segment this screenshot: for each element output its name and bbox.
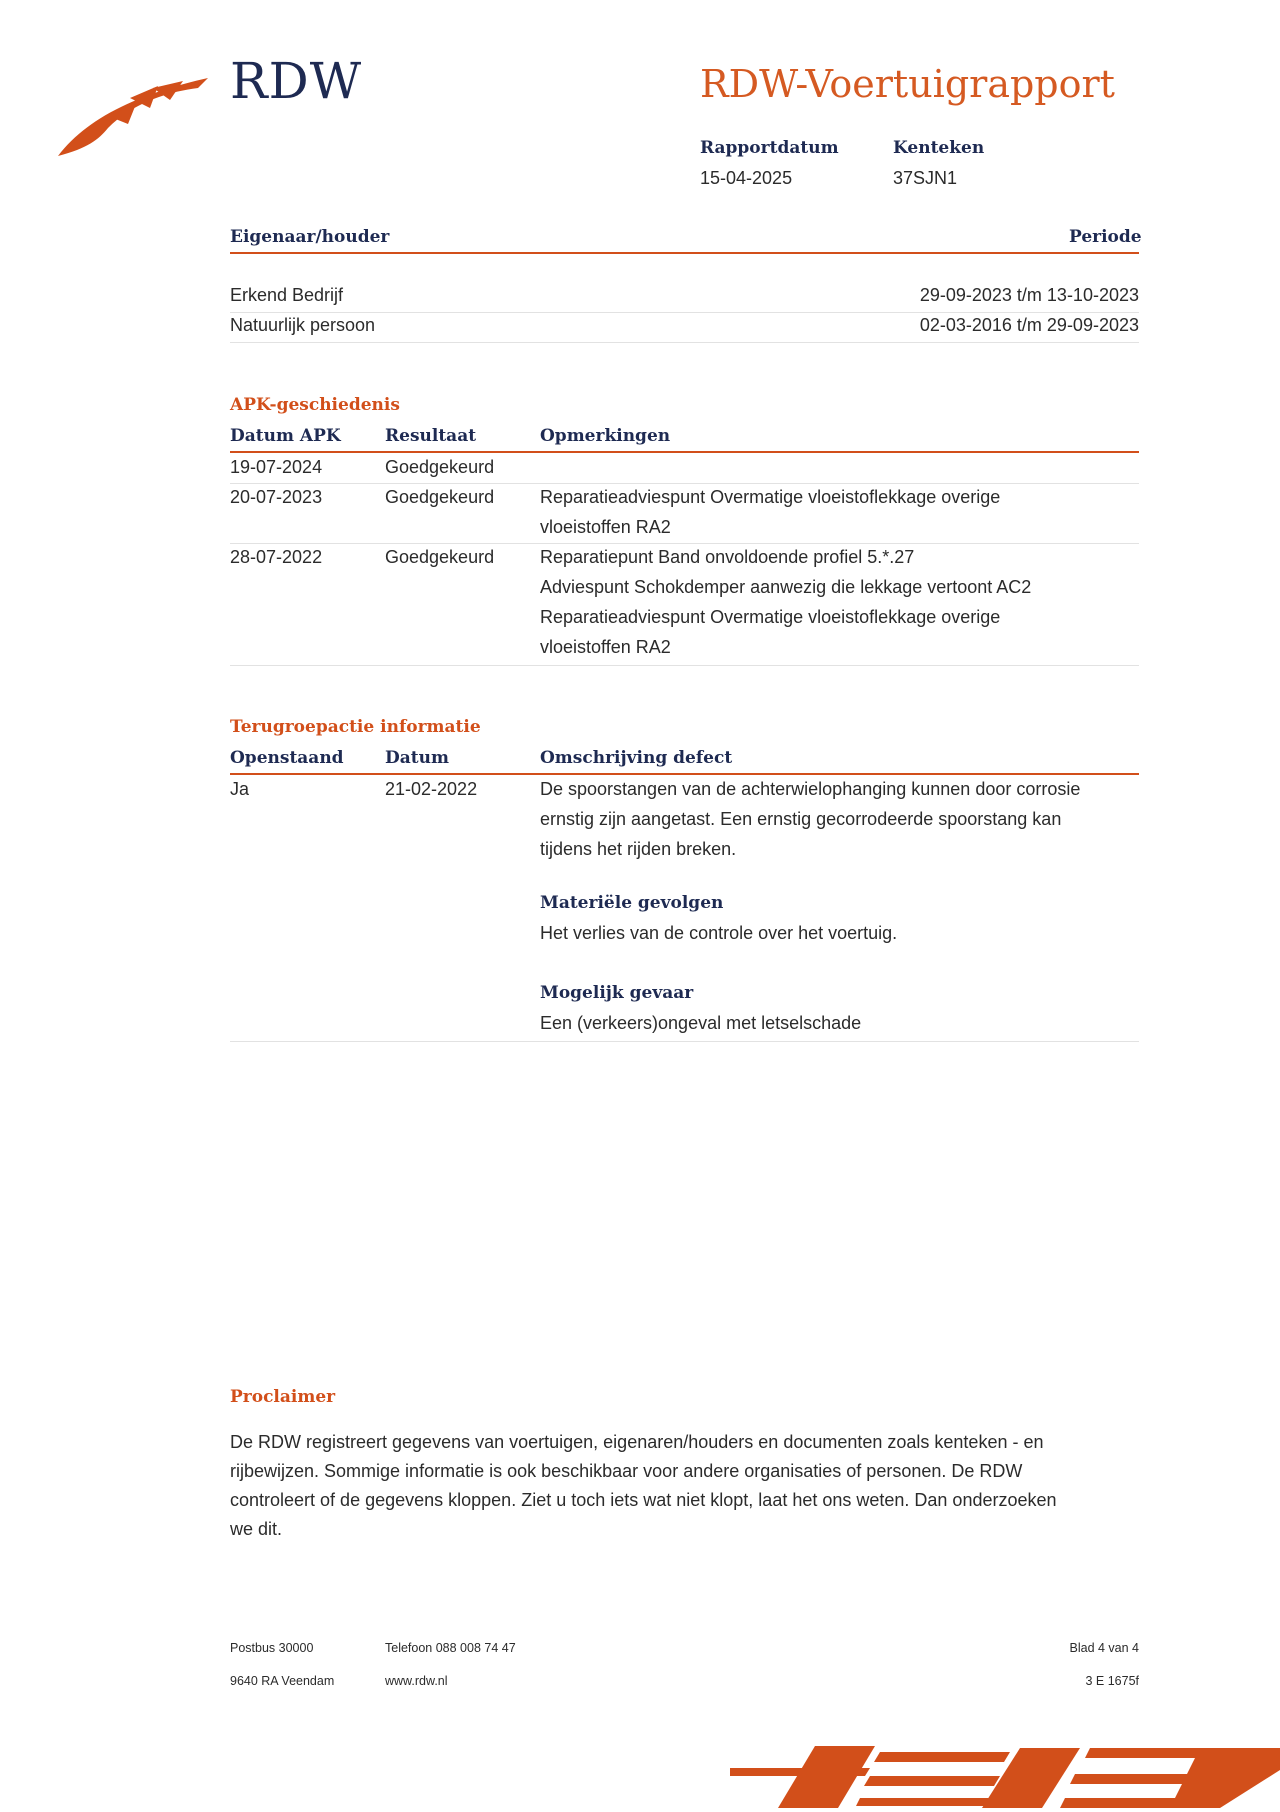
apk-remarks-header: Opmerkingen — [540, 426, 671, 446]
material-consequences-title: Materiële gevolgen — [540, 893, 724, 913]
rapportdatum-label: Rapportdatum — [700, 138, 839, 158]
proclaimer-line: De RDW registreert gegevens van voertuigen, eigenaren/houders en documenten zoals kenteken - en — [230, 1432, 1044, 1452]
footer-phone: Telefoon 088 008 74 47 — [385, 1641, 516, 1655]
material-consequences-text: Het verlies van de controle over het voertuig. — [540, 923, 898, 943]
apk-remark-line: Reparatieadviespunt Overmatige vloeistoflekkage overige — [540, 607, 1001, 627]
owner-column-header: Eigenaar/houder — [230, 227, 390, 247]
possible-danger-title: Mogelijk gevaar — [540, 983, 694, 1003]
recall-date-cell: 21-02-2022 — [385, 779, 478, 799]
apk-remark-line: Adviespunt Schokdemper aanwezig die lekkage vertoont AC2 — [540, 577, 1032, 597]
owner-cell: Erkend Bedrijf — [230, 285, 344, 305]
footer-page-number: Blad 4 van 4 — [1069, 1641, 1139, 1655]
owner-cell: Natuurlijk persoon — [230, 315, 376, 335]
apk-remark-line: vloeistoffen RA2 — [540, 637, 671, 657]
proclaimer-title: Proclaimer — [230, 1387, 336, 1407]
period-column-header: Periode — [1069, 227, 1142, 247]
footer-postbus: Postbus 30000 — [230, 1641, 314, 1655]
rdw-logo-icon — [58, 78, 208, 162]
header-divider — [230, 451, 1139, 453]
recall-date-header: Datum — [385, 748, 449, 768]
footer-doc-code: 3 E 1675f — [1085, 1674, 1139, 1688]
recall-open-header: Openstaand — [230, 748, 344, 768]
recall-open-cell: Ja — [230, 779, 250, 799]
apk-date-header: Datum APK — [230, 426, 341, 446]
apk-date-cell: 28-07-2022 — [230, 547, 323, 567]
kenteken-label: Kenteken — [893, 138, 985, 158]
period-cell: 29-09-2023 t/m 13-10-2023 — [919, 285, 1139, 305]
footer-website[interactable]: www.rdw.nl — [385, 1674, 448, 1688]
proclaimer-line: we dit. — [230, 1519, 283, 1539]
recall-desc-line: De spoorstangen van de achterwielophanging kunnen door corrosie — [540, 779, 1081, 799]
recall-desc-line: tijdens het rijden breken. — [540, 839, 737, 859]
apk-remark-line: Reparatieadviespunt Overmatige vloeistoflekkage overige — [540, 487, 1001, 507]
footer-city: 9640 RA Veendam — [230, 1674, 335, 1688]
apk-section-title: APK-geschiedenis — [230, 395, 400, 415]
possible-danger-text: Een (verkeers)ongeval met letselschade — [540, 1013, 862, 1033]
logo-text: RDW — [230, 52, 363, 110]
apk-result-cell: Goedgekeurd — [385, 547, 495, 567]
apk-result-cell: Goedgekeurd — [385, 487, 495, 507]
apk-remark-line: Reparatiepunt Band onvoldoende profiel 5.*.27 — [540, 547, 915, 567]
period-cell: 02-03-2016 t/m 29-09-2023 — [919, 315, 1139, 335]
apk-result-cell: Goedgekeurd — [385, 457, 495, 477]
header-divider — [230, 252, 1139, 254]
row-divider — [230, 1041, 1139, 1042]
kenteken-value: 37SJN1 — [893, 168, 958, 188]
recall-section-title: Terugroepactie informatie — [230, 717, 481, 737]
apk-remark-line: vloeistoffen RA2 — [540, 517, 671, 537]
proclaimer-line: rijbewijzen. Sommige informatie is ook beschikbaar voor andere organisaties of personen. De RDW — [230, 1461, 1023, 1481]
apk-date-cell: 20-07-2023 — [230, 487, 323, 507]
row-divider — [230, 665, 1139, 666]
rapportdatum-value: 15-04-2025 — [700, 168, 793, 188]
proclaimer-line: controleert of de gegevens kloppen. Ziet u toch iets wat niet klopt, laat het ons weten. Dan onderzoeken — [230, 1490, 1057, 1510]
apk-date-cell: 19-07-2024 — [230, 457, 323, 477]
recall-desc-header: Omschrijving defect — [540, 748, 733, 768]
page-title: RDW-Voertuigrapport — [700, 62, 1115, 106]
recall-desc-line: ernstig zijn aangetast. Een ernstig gecorrodeerde spoorstang kan — [540, 809, 1062, 829]
rdw-stripes-icon — [720, 1740, 1280, 1812]
row-divider — [230, 342, 1139, 343]
apk-result-header: Resultaat — [385, 426, 477, 446]
